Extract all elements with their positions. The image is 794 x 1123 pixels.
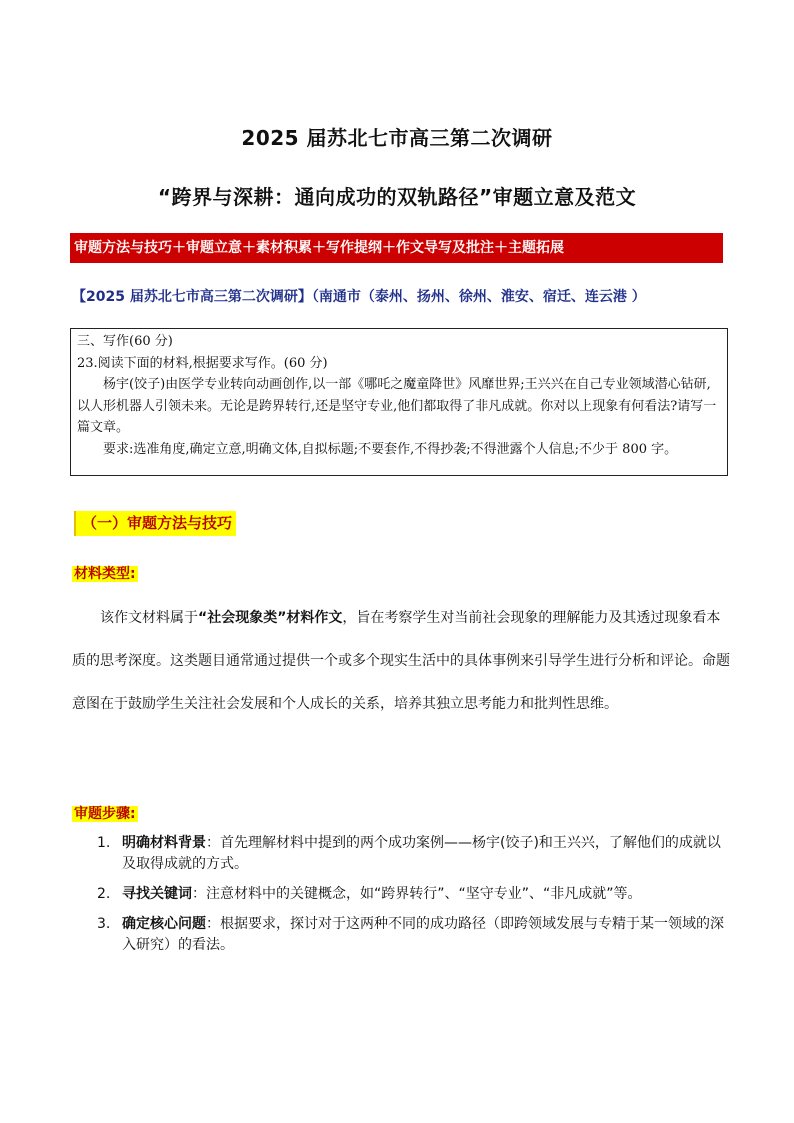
question-prompt: 23.阅读下面的材料,根据要求写作。(60 分) <box>77 355 328 371</box>
step-text: ：注意材料中的关键概念，如“跨界转行”、“坚守专业”、“非凡成就”等。 <box>192 886 642 902</box>
material-type-bold: “社会现象类”材料作文 <box>198 610 343 626</box>
exam-source: 【2025 届苏北七市高三第二次调研】（南通市（泰州、扬州、徐州、淮安、宿迁、连云港 ） <box>72 289 646 305</box>
step-text: ：根据要求，探讨对于这两种不同的成功路径（即跨领域发展与专精于某一领域的深入研究）的看法。 <box>122 916 724 953</box>
material-type-paragraph <box>72 597 730 726</box>
material-type-text-before: 该作文材料属于 <box>100 610 198 626</box>
steps-list <box>72 833 734 965</box>
document-title: 2025 届苏北七市高三第二次调研 <box>241 126 553 150</box>
list-item <box>72 833 734 875</box>
topic-banner: 审题方法与技巧＋审题立意＋素材积累＋写作提纲＋作文导写及批注＋主题拓展 <box>70 233 723 263</box>
list-item <box>72 914 734 956</box>
step-number: 1. <box>97 835 111 851</box>
material-type-heading-wrap <box>72 563 138 584</box>
step-number: 3. <box>97 916 111 932</box>
question-requirement: 要求:选准角度,确定立意,明确文体,自拟标题;不要套作,不得抄袭;不得泄露个人信息;不少于 800 字。 <box>103 441 678 457</box>
step-number: 2. <box>97 886 111 902</box>
section-heading-method: （一）审题方法与技巧 <box>74 511 236 536</box>
document-subtitle: “跨界与深耕：通向成功的双轨路径”审题立意及范文 <box>157 185 637 209</box>
question-material: 杨宇(饺子)由医学专业转向动画创作,以一部《哪吒之魔童降世》风靡世界;王兴兴在自己专业领域潜心钻研,以人形机器人引领未来。无论是跨界转行,还是坚守专业,他们都取得了非凡成就。你对以上现象有何看法?请写一篇文章。 <box>77 377 717 435</box>
material-type-text-after: ，旨在考察学生对当前社会现象的理解能力及其透过现象看本质的思考深度。这类题目通常通过提供一个或多个现实生活中的具体事例来引导学生进行分析和评论。命题意图在于鼓励学生关注社会发展和个人成长的关系，培养其独立思考能力和批判性思维。 <box>72 610 730 712</box>
steps-heading: 审题步骤: <box>74 806 136 822</box>
step-text: ：首先理解材料中提到的两个成功案例——杨宇(饺子)和王兴兴，了解他们的成就以及取得成就的方式。 <box>122 835 721 872</box>
list-item <box>72 884 734 905</box>
step-label: 寻找关键词 <box>122 886 192 902</box>
steps-heading-wrap <box>72 803 138 824</box>
question-box <box>70 328 728 476</box>
question-section-label: 三、写作(60 分) <box>77 334 173 349</box>
material-type-heading: 材料类型: <box>74 566 136 582</box>
step-label: 确定核心问题 <box>122 916 206 932</box>
step-label: 明确材料背景 <box>122 835 206 851</box>
